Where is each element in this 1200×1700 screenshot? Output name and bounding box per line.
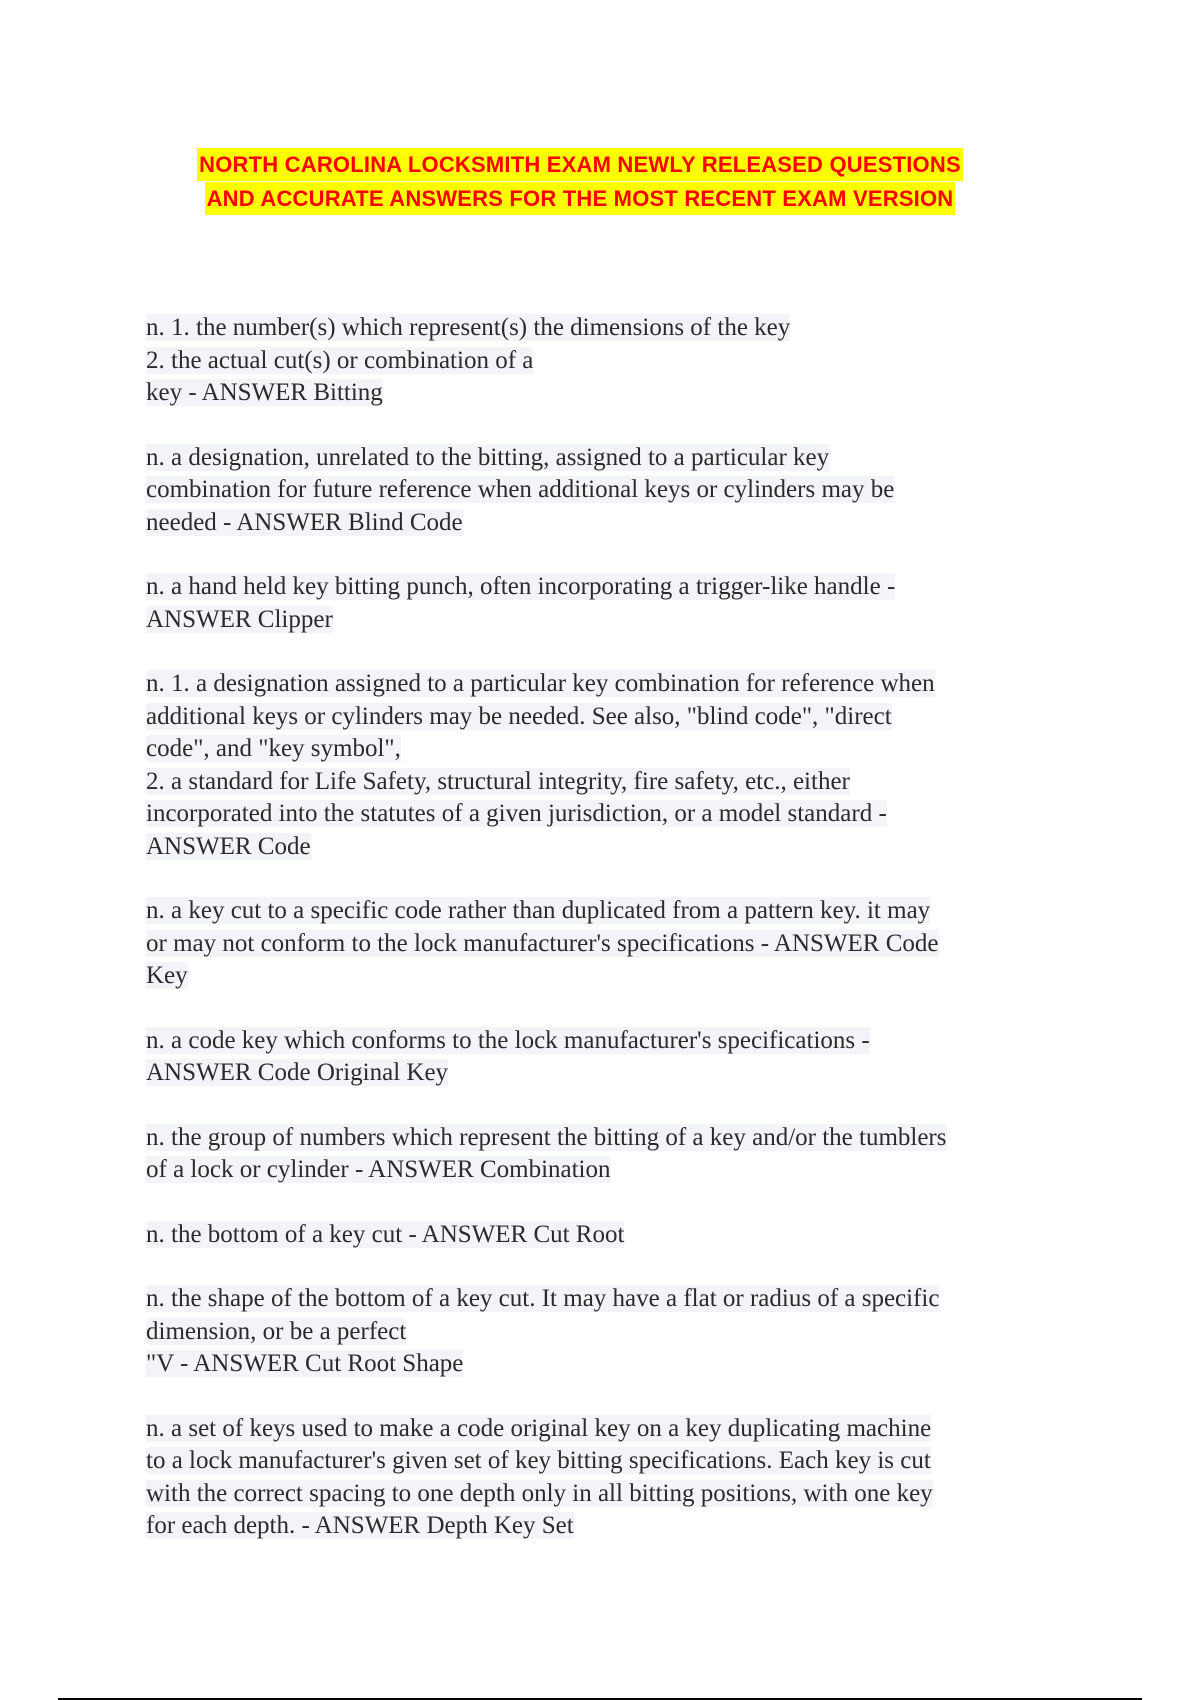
qa-line-text: key - ANSWER Bitting: [146, 379, 383, 406]
qa-line-text: n. a code key which conforms to the lock manufacturer's specifications -: [146, 1026, 870, 1054]
qa-line: [146, 1283, 1066, 1316]
qa-entry: [146, 1219, 1066, 1252]
qa-line-text: ANSWER Code: [146, 832, 311, 860]
qa-line: [146, 895, 1066, 928]
qa-entry: [146, 442, 1066, 540]
qa-entry: [146, 1283, 1066, 1381]
qa-line: [146, 1057, 1066, 1090]
qa-line-text: additional keys or cylinders may be needed. See also, "blind code", "direct: [146, 702, 892, 730]
qa-entry: [146, 1413, 1066, 1543]
qa-line: [146, 1219, 1066, 1252]
qa-line-text: n. 1. a designation assigned to a particular key combination for reference when: [146, 670, 935, 697]
qa-line-text: n. 1. the number(s) which represent(s) the dimensions of the key: [146, 314, 791, 341]
qa-line: [146, 1413, 1066, 1446]
qa-line-text: for each depth. - ANSWER Depth Key Set: [146, 1512, 574, 1539]
qa-line: [146, 766, 1066, 799]
qa-entry: [146, 1025, 1066, 1090]
qa-line: [146, 668, 1066, 701]
qa-line-text: n. a key cut to a specific code rather than duplicated from a pattern key. it may: [146, 897, 931, 924]
qa-line-text: n. a set of keys used to make a code original key on a key duplicating machine: [146, 1414, 932, 1442]
qa-line-text: to a lock manufacturer's given set of key bitting specifications. Each key is cut: [146, 1447, 931, 1474]
qa-line: [146, 928, 1066, 961]
qa-line: [146, 1348, 1066, 1381]
qa-line-text: n. the group of numbers which represent the bitting of a key and/or the tumblers: [146, 1123, 947, 1151]
qa-line: [146, 1154, 1066, 1187]
qa-line-text: ANSWER Code Original Key: [146, 1059, 449, 1086]
qa-line: [146, 507, 1066, 540]
qa-line-text: ANSWER Clipper: [146, 605, 333, 633]
title-line-1: NORTH CAROLINA LOCKSMITH EXAM NEWLY RELEASED QUESTIONS: [197, 148, 963, 181]
question-answer-list: [146, 312, 1066, 1575]
qa-entry: [146, 571, 1066, 636]
qa-line-text: combination for future reference when additional keys or cylinders may be: [146, 476, 895, 503]
qa-line: [146, 571, 1066, 604]
qa-line: [146, 798, 1066, 831]
qa-line-text: "V - ANSWER Cut Root Shape: [146, 1350, 464, 1377]
qa-line: [146, 1122, 1066, 1155]
qa-line: [146, 377, 1066, 410]
qa-line-text: code", and "key symbol",: [146, 735, 401, 762]
qa-line-text: n. a designation, unrelated to the bitting, assigned to a particular key: [146, 443, 830, 471]
qa-line-text: 2. the actual cut(s) or combination of a: [146, 346, 534, 374]
document-title: [0, 148, 1160, 216]
qa-line: [146, 960, 1066, 993]
qa-line: [146, 831, 1066, 864]
qa-entry: [146, 668, 1066, 863]
qa-line-text: dimension, or be a perfect: [146, 1317, 407, 1345]
qa-entry: [146, 1122, 1066, 1187]
qa-line-text: n. the bottom of a key cut - ANSWER Cut Root: [146, 1220, 625, 1248]
qa-line-text: of a lock or cylinder - ANSWER Combination: [146, 1156, 611, 1183]
title-line-2: AND ACCURATE ANSWERS FOR THE MOST RECENT EXAM VERSION: [205, 182, 956, 215]
qa-entry: [146, 312, 1066, 410]
qa-entry: [146, 895, 1066, 993]
qa-line: [146, 345, 1066, 378]
qa-line: [146, 1445, 1066, 1478]
qa-line-text: 2. a standard for Life Safety, structural integrity, fire safety, etc., either: [146, 767, 850, 795]
qa-line-text: Key: [146, 962, 188, 989]
qa-line: [146, 604, 1066, 637]
qa-line: [146, 1316, 1066, 1349]
qa-line: [146, 733, 1066, 766]
qa-line-text: n. a hand held key bitting punch, often incorporating a trigger-like handle -: [146, 573, 896, 600]
qa-line: [146, 1478, 1066, 1511]
qa-line-text: n. the shape of the bottom of a key cut. It may have a flat or radius of a specific: [146, 1285, 940, 1312]
qa-line: [146, 1025, 1066, 1058]
qa-line-text: with the correct spacing to one depth only in all bitting positions, with one key: [146, 1479, 933, 1507]
qa-line: [146, 442, 1066, 475]
qa-line: [146, 701, 1066, 734]
qa-line: [146, 1510, 1066, 1543]
qa-line-text: or may not conform to the lock manufacturer's specifications - ANSWER Code: [146, 929, 939, 957]
qa-line-text: needed - ANSWER Blind Code: [146, 508, 463, 536]
qa-line: [146, 312, 1066, 345]
qa-line: [146, 474, 1066, 507]
qa-line-text: incorporated into the statutes of a given jurisdiction, or a model standard -: [146, 800, 887, 827]
